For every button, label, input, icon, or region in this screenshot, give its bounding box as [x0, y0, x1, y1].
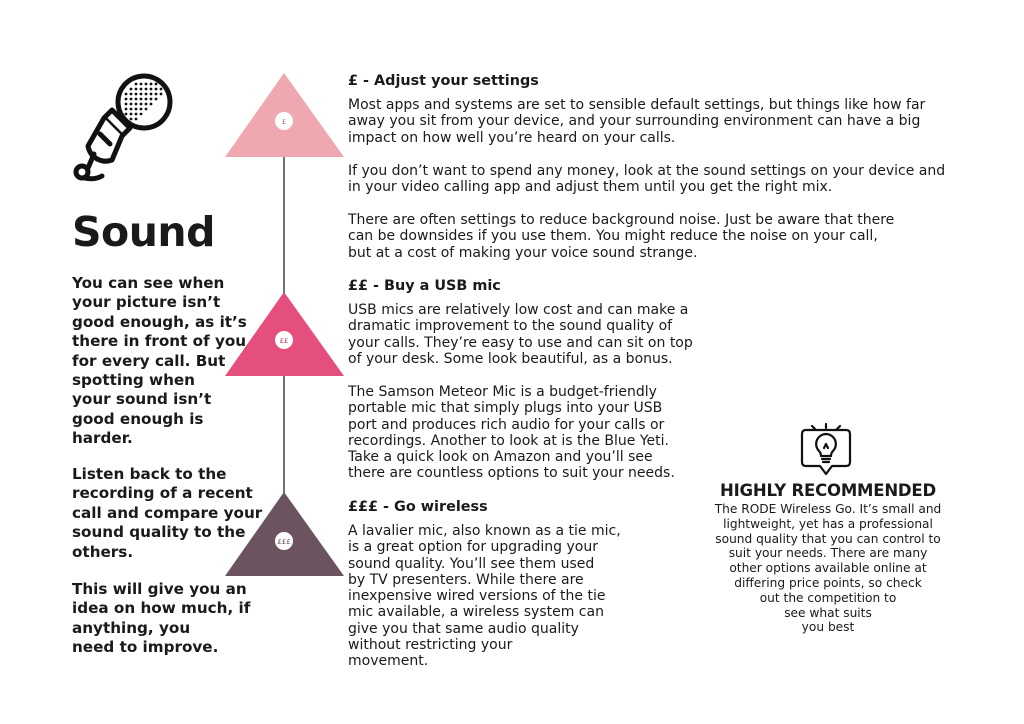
recommendation-body: The RODE Wireless Go. It’s small and lightweight, yet has a professional sound quality that you can control to suit your needs. There are many other options available online at differing price points, so check out the competition to see what suits you best: [714, 502, 942, 635]
section-2-paragraph-2: The Samson Meteor Mic is a budget-friendly portable mic that simply plugs into your USB port and produces rich audio for your calls or recordings. Another to look at is the Blue Yeti. Take a quick look on Amazon and you’ll see there are countless options to suit your needs.: [348, 384, 675, 482]
timeline-marker-2: ££: [279, 337, 289, 345]
section-1-paragraph-3: There are often settings to reduce background noise. Just be aware that there can be downsides if you use them. You might reduce the noise on your call, but at a cost of making your voice sound strange.: [348, 212, 895, 261]
section-1-paragraph-2: If you don’t want to spend any money, look at the sound settings on your device and in your video calling app and adjust them until you get the right mix.: [348, 163, 946, 196]
section-2-paragraph-1: USB mics are relatively low cost and can make a dramatic improvement to the sound quality of your calls. They’re easy to use and can sit on top of your desk. Some look beautiful, as a bonus.: [348, 302, 693, 367]
microphone-icon: [66, 68, 188, 190]
cost-timeline: [220, 68, 350, 583]
intro-paragraph-1: You can see when your picture isn’t good enough, as it’s there in front of you for every call. But spotting when your sound isn’t good enough is harder.: [72, 274, 247, 448]
intro-paragraph-2: Listen back to the recording of a recent call and compare your sound quality to the others.: [72, 465, 263, 561]
intro-paragraph-3: This will give you an idea on how much, if anything, you need to improve.: [72, 580, 251, 657]
recommendation-title: HIGHLY RECOMMENDED: [719, 481, 937, 500]
section-1-paragraph-1: Most apps and systems are set to sensible default settings, but things like how far away you sit from your device, and your surrounding environment can have a big impact on how well you’re heard on your calls.: [348, 97, 926, 146]
page-title: Sound: [72, 208, 215, 256]
timeline-marker-1: £: [281, 118, 287, 126]
section-title-go-wireless: £££ - Go wireless: [348, 499, 488, 515]
section-3-paragraph-1: A lavalier mic, also known as a tie mic, is a great option for upgrading your sound quality. You’ll see them used by TV presenters. While there are inexpensive wired versions of the tie mic available, a wireless system can give you that same audio quality without restricting your movement.: [348, 523, 621, 670]
section-title-adjust-settings: £ - Adjust your settings: [348, 73, 539, 89]
lightbulb-icon: [800, 422, 852, 478]
timeline-marker-3: £££: [277, 538, 291, 546]
section-title-usb-mic: ££ - Buy a USB mic: [348, 278, 501, 294]
